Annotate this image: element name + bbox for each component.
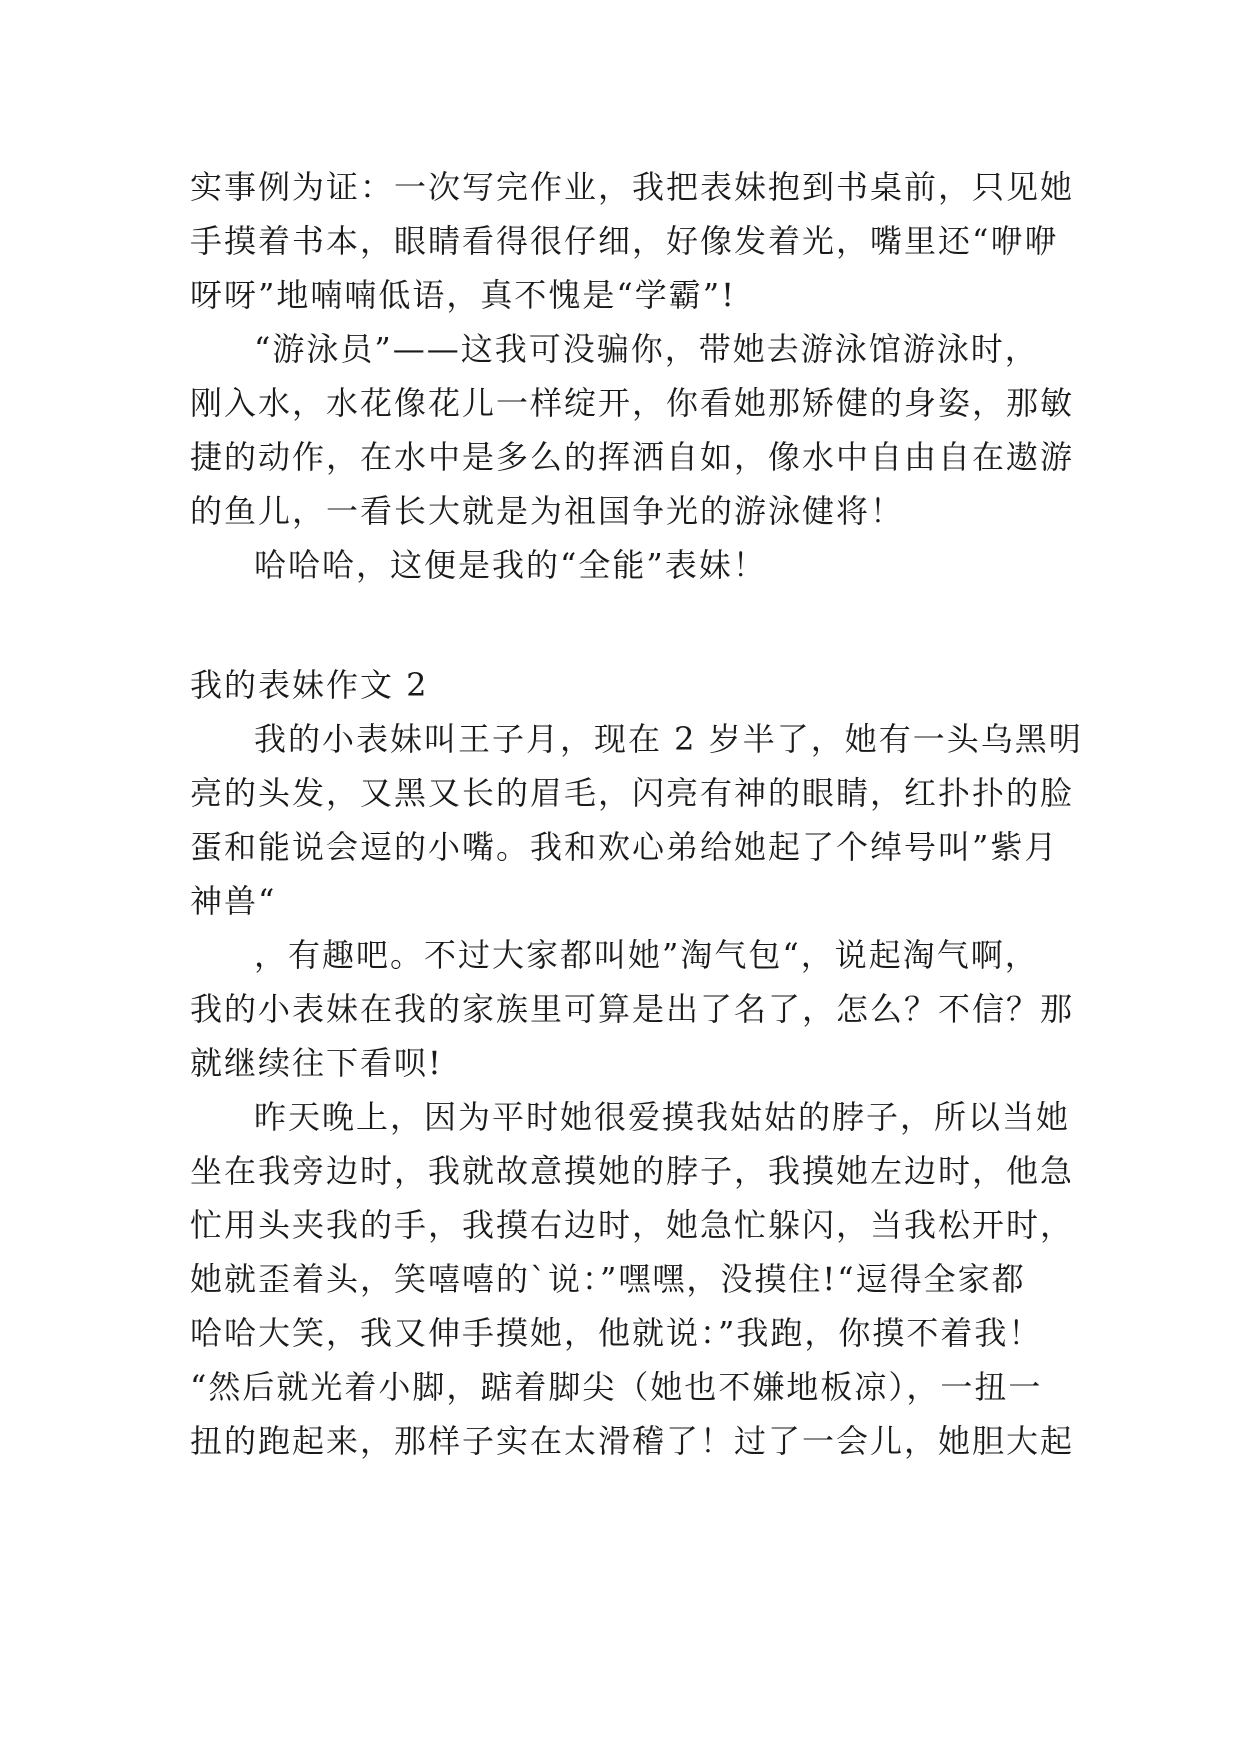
paragraph-start-line: 昨天晚上，因为平时她很爱摸我姑姑的脖子，所以当她 xyxy=(254,1098,1071,1136)
document-body xyxy=(190,160,1083,1468)
text-line: 刚入水，水花像花儿一样绽开，你看她那矫健的身姿，那敏 xyxy=(190,384,1075,422)
section-gap xyxy=(190,592,1052,646)
text-line: 神兽“ xyxy=(190,882,277,920)
text-line: 我的小表妹在我的家族里可算是出了名了，怎么？不信？那 xyxy=(190,990,1075,1028)
text-line: 捷的动作，在水中是多么的挥洒自如，像水中自由自在遨游 xyxy=(190,438,1075,476)
paragraph-start-line: “游泳员”——这我可没骗你，带她去游泳馆游泳时， xyxy=(254,330,1039,368)
text-line: 呀呀”地喃喃低语，真不愧是“学霸”! xyxy=(190,276,736,314)
text-line: 她就歪着头，笑嘻嘻的`说：”嘿嘿，没摸住!“逗得全家都 xyxy=(190,1260,1026,1298)
text-line: 就继续往下看呗! xyxy=(190,1044,443,1082)
paragraph-start-line: 我的小表妹叫王子月，现在 2 岁半了，她有一头乌黑明 xyxy=(254,720,1083,758)
text-line: 手摸着书本，眼睛看得很仔细，好像发着光，嘴里还“咿咿 xyxy=(190,222,1059,260)
text-line: 坐在我旁边时，我就故意摸她的脖子，我摸她左边时，他急 xyxy=(190,1152,1075,1190)
paragraph-start-line: 哈哈哈，这便是我的“全能”表妹！ xyxy=(254,546,767,584)
text-line: 哈哈大笑，我又伸手摸她，他就说：”我跑，你摸不着我！ xyxy=(190,1314,1043,1352)
text-line: 扭的跑起来，那样子实在太滑稽了！过了一会儿，她胆大起 xyxy=(190,1422,1075,1460)
text-line: 忙用头夹我的手，我摸右边时，她急忙躲闪，当我松开时， xyxy=(190,1206,1075,1244)
text-line: 实事例为证：一次写完作业，我把表妹抱到书桌前，只见她 xyxy=(190,168,1075,206)
text-line: 蛋和能说会逗的小嘴。我和欢心弟给她起了个绰号叫”紫月 xyxy=(190,828,1059,866)
section-title: 我的表妹作文 2 xyxy=(190,666,429,704)
paragraph-start-line: ，有趣吧。不过大家都叫她”淘气包“，说起淘气啊， xyxy=(254,936,1039,974)
text-line: “然后就光着小脚，踮着脚尖（她也不嫌地板凉），一扭一 xyxy=(190,1368,1043,1406)
text-line: 亮的头发，又黑又长的眉毛，闪亮有神的眼睛，红扑扑的脸 xyxy=(190,774,1075,812)
text-line: 的鱼儿，一看长大就是为祖国争光的游泳健将！ xyxy=(190,492,905,530)
